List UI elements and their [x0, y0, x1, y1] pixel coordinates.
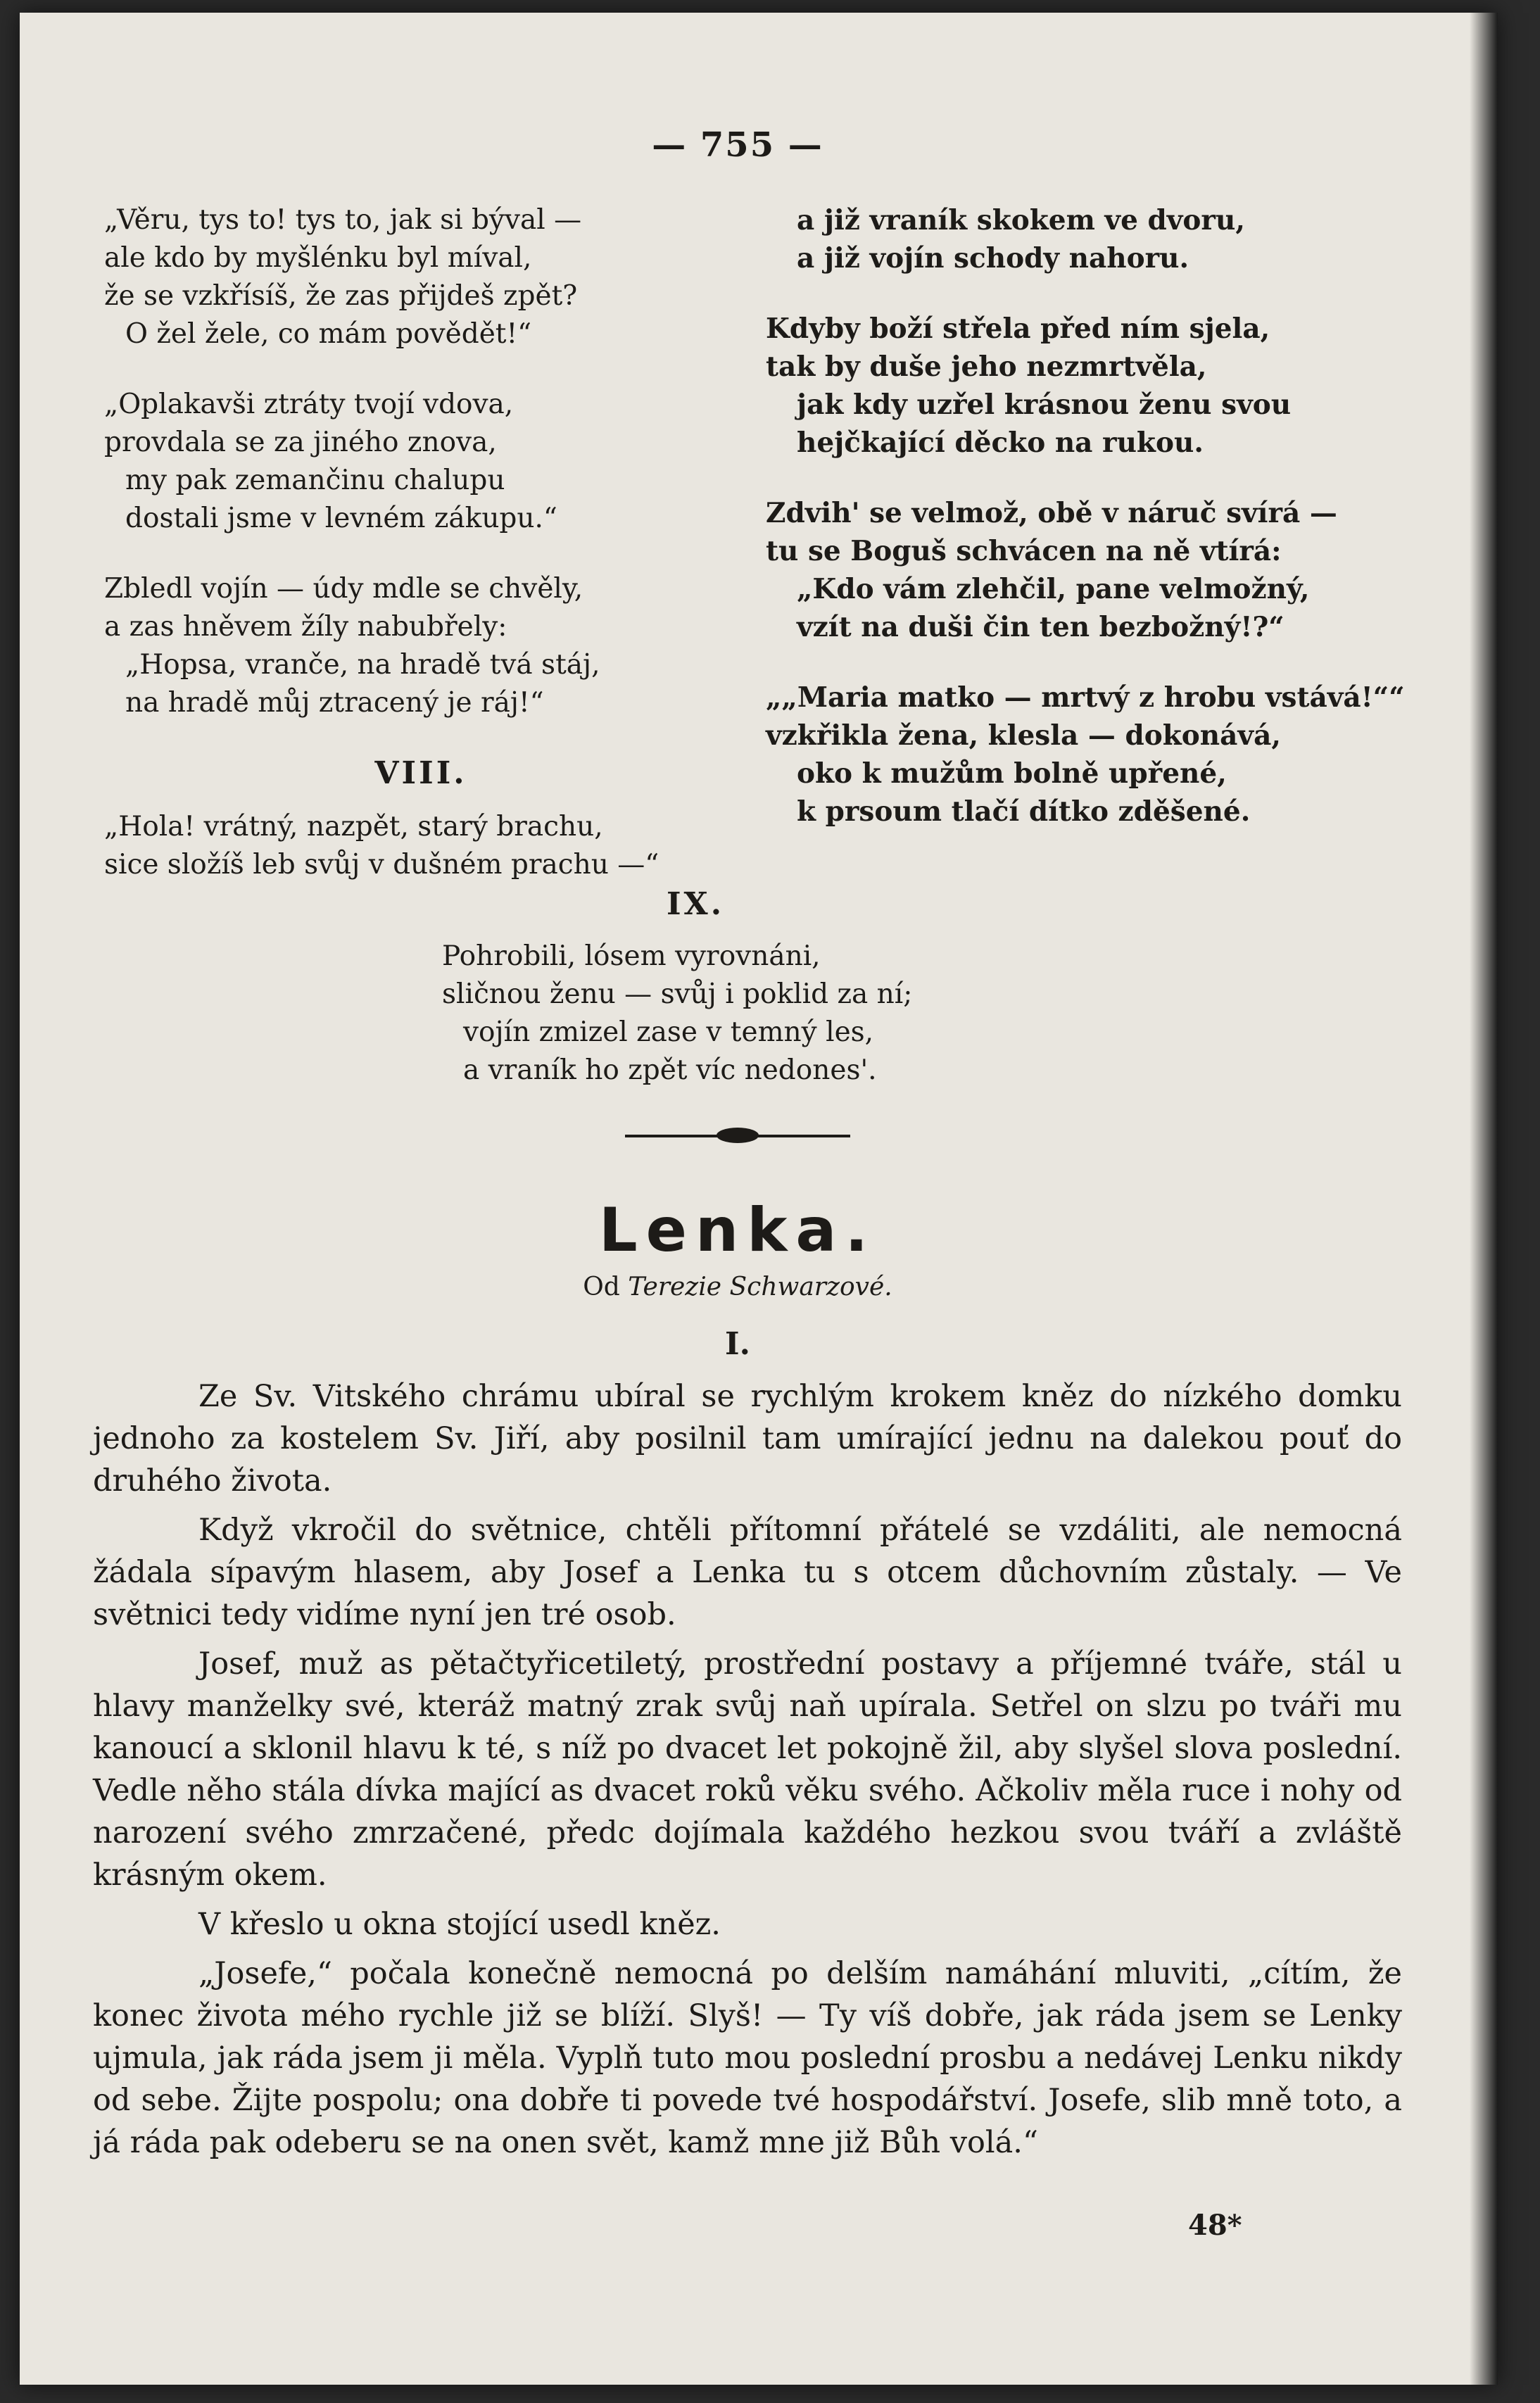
verse-line: „„Maria matko — mrtvý z hrobu vstává!““: [766, 681, 1405, 714]
verse-line: „Kdo vám zlehčil, pane velmožný,: [797, 573, 1310, 605]
author-line: [20, 1273, 1456, 1301]
story-title: Lenka.: [598, 1195, 877, 1266]
stanza: [104, 570, 738, 722]
verse-line: tu se Boguš schvácen na ně vtírá:: [766, 535, 1282, 567]
stanza: [104, 201, 738, 353]
verse-line: že se vzkřísíš, že zas přijdeš zpět?: [104, 280, 578, 312]
verse-line: a zas hněvem žíly nabubřely:: [104, 611, 507, 643]
section-heading-viii: VIII.: [374, 755, 467, 791]
paragraph: V křeslo u okna stojící usedl kněz.: [198, 1907, 721, 1942]
verse-line: vzít na duši čin ten bezbožný!?“: [797, 611, 1285, 643]
chapter-heading: I.: [725, 1326, 750, 1362]
stanza: [104, 386, 738, 538]
verse-line: jak kdy uzřel krásnou ženu svou: [797, 389, 1292, 421]
verse-line: „Hopsa, vranče, na hradě tvá stáj,: [125, 649, 600, 681]
verse-line: tak by duše jeho nezmrtvěla,: [766, 351, 1207, 383]
verse-line: Pohrobili, lósem vyrovnáni,: [442, 940, 821, 972]
right-poem-column: [766, 201, 1413, 863]
paragraph: Když vkročil do světnice, chtěli přítomní přátelé se vzdáliti, ale nemocná žádala sípavým hlasem, aby Josef a Lenka tu s otcem důchovním zůstaly. — Ve světnici tedy vidíme nyní jen tré osob.: [93, 1513, 1402, 1632]
verse-line: vzkřikla žena, klesla — dokonává,: [766, 719, 1281, 752]
paragraph: Ze Sv. Vitského chrámu ubíral se rychlým krokem kněz do nízkého domku jednoho za kostelem Sv. Jiří, aby posilnil tam umírající jednu na dalekou pouť do druhého života.: [93, 1379, 1402, 1499]
verse-line: O žel žele, co mám povědět!“: [125, 318, 532, 350]
printer-signature: 48*: [1188, 2209, 1242, 2242]
verse-line: sice složíš leb svůj v dušném prachu —“: [104, 849, 659, 881]
section-ix: [442, 885, 1075, 1090]
stanza: [766, 494, 1413, 646]
verse-line: na hradě můj ztracený je ráj!“: [125, 687, 544, 719]
verse-line: provdala se za jiného znova,: [104, 427, 497, 458]
verse-line: Zbledl vojín — údy mdle se chvěly,: [104, 573, 583, 605]
verse-line: a již vraník skokem ve dvoru,: [797, 204, 1245, 236]
stanza: [104, 808, 738, 884]
divider-ornament-icon: [717, 1128, 759, 1143]
verse-line: a již vojín schody nahoru.: [797, 242, 1189, 275]
paragraph: „Josefe,“ počala konečně nemocná po delším namáhání mluviti, „cítím, že konec života mého rychle již se blíží. Slyš! — Ty víš dobře, jak ráda jsem se Lenky ujmula, jak ráda jsem ji měla. Vyplň tuto mou poslední prosbu a nedávej Lenku nikdy od sebe. Žijte pospolu; ona dobře ti povede tvé hospodářství. Josefe, slib mně toto, a já ráda pak odeberu se na onen svět, kamž mne již Bůh volá.“: [93, 1956, 1402, 2160]
page-edge-shadow: [1470, 13, 1498, 2385]
verse-line: ale kdo by myšlénku byl míval,: [104, 242, 532, 274]
paragraph: Josef, muž as pětačtyřicetiletý, prostřední postavy a příjemné tváře, stál u hlavy manželky své, kteráž matný zrak svůj naň upírala. Setřel on slzu po tváři mu kanoucí a sklonil hlavu k té, s níž po dvacet let pokojně žil, aby slyšel slova poslední. Vedle něho stála dívka mající as dvacet roků věku svého. Ačkoliv měla ruce i nohy od narození svého zmrzačené, předc dojímala každého hezkou svou tváří a zvláště krásným okem.: [93, 1646, 1402, 1893]
verse-line: dostali jsme v levném zákupu.“: [125, 503, 557, 534]
verse-line: k prsoum tlačí dítko zděšené.: [797, 795, 1251, 828]
scanned-page: [20, 13, 1498, 2385]
verse-line: „Oplakavši ztráty tvojí vdova,: [104, 389, 514, 420]
stanza: [766, 679, 1413, 831]
verse-line: vojín zmizel zase v temný les,: [463, 1016, 874, 1048]
verse-line: Kdyby boží střela před ním sjela,: [766, 313, 1270, 345]
section-heading-ix: IX.: [666, 886, 725, 922]
verse-line: my pak zemančinu chalupu: [125, 465, 505, 496]
stanza: [766, 310, 1413, 462]
story-body: [93, 1375, 1402, 2171]
verse-line: „Hola! vrátný, nazpět, starý brachu,: [104, 811, 603, 843]
verse-line: „Věru, tys to! tys to, jak si býval —: [104, 204, 582, 236]
left-poem-column: [104, 201, 738, 916]
verse-line: sličnou ženu — svůj i poklid za ní;: [442, 978, 913, 1010]
verse-line: a vraník ho zpět víc nedones'.: [463, 1054, 877, 1086]
verse-line: hejčkající děcko na rukou.: [797, 427, 1204, 459]
author-prefix: Od: [583, 1273, 620, 1301]
author-name: Terezie Schwarzové.: [628, 1273, 892, 1301]
verse-line: oko k mužům bolně upřené,: [797, 757, 1227, 790]
stanza: [766, 201, 1413, 277]
verse-line: Zdvih' se velmož, obě v náruč svírá —: [766, 497, 1337, 529]
page-number: — 755 —: [652, 125, 823, 165]
